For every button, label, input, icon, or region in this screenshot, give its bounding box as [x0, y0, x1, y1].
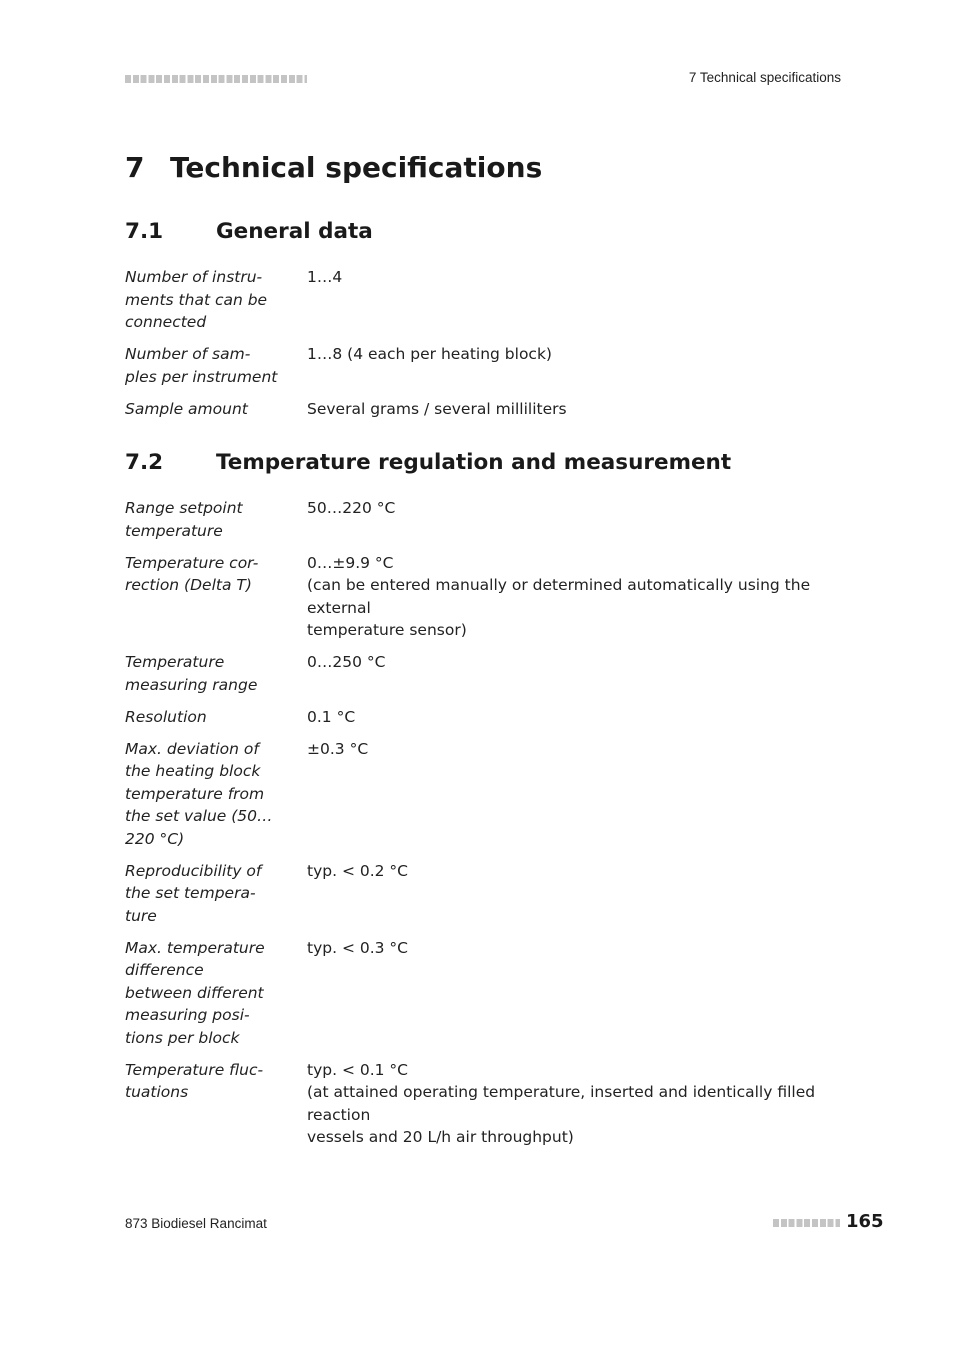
spec-value: 50…220 °C [307, 499, 396, 517]
spec-value: typ. < 0.2 °C [307, 861, 409, 880]
section-number: 7.2 [125, 450, 164, 475]
spec-row [125, 706, 840, 729]
spec-value: Several grams / several milliliters [307, 399, 567, 418]
chapter-number: 7 [125, 151, 145, 184]
section-title: General data [216, 219, 373, 244]
spec-label: Temperature measuring range [125, 653, 258, 694]
spec-row [125, 937, 840, 1050]
spec-label: Reproducibility of the set tempera- ture [125, 861, 262, 925]
spec-value: typ. < 0.1 °C (at attained operating temperature, inserted and identically filled reaction vessels and 20 L/h air throughput) [307, 1060, 816, 1146]
section-heading-general [125, 219, 373, 244]
spec-row [125, 343, 840, 388]
spec-label: Number of instru- ments that can be connected [125, 268, 268, 331]
spec-row [125, 651, 840, 696]
spec-value: typ. < 0.3 °C [307, 938, 409, 957]
chapter-title: Technical specifications [170, 151, 543, 184]
page-number: 165 [846, 1211, 884, 1232]
spec-value: 0…±9.9 °C (can be entered manually or determined automatically using the external temperature sensor) [307, 553, 811, 639]
spec-label: Max. temperature difference between different measuring posi- tions per block [125, 938, 265, 1047]
spec-row [125, 398, 840, 421]
section-heading-temperature [125, 450, 731, 475]
spec-label: Range setpoint temperature [125, 499, 243, 540]
footer-product: 873 Biodiesel Rancimat [125, 1216, 267, 1231]
spec-label: Temperature cor- rection (Delta T) [125, 553, 259, 594]
chapter-heading [125, 151, 542, 184]
footer-decoration [773, 1219, 840, 1227]
spec-row [125, 860, 840, 928]
spec-label: Resolution [125, 707, 207, 726]
spec-label: Max. deviation of the heating block temperature from the set value (50… 220 °C) [125, 739, 273, 848]
spec-table-general [125, 266, 840, 430]
spec-row [125, 552, 840, 642]
header-decoration [125, 75, 307, 83]
spec-value: ±0.3 °C [307, 739, 369, 758]
spec-row [125, 738, 840, 851]
section-title: Temperature regulation and measurement [216, 450, 732, 475]
spec-label: Sample amount [125, 399, 248, 418]
spec-row [125, 497, 840, 542]
spec-label: Temperature fluc- tuations [125, 1060, 264, 1101]
running-title: 7 Technical specifications [688, 70, 841, 85]
spec-value: 0…250 °C [307, 653, 386, 671]
spec-value: 1…8 (4 each per heating block) [307, 345, 552, 363]
spec-row [125, 266, 840, 334]
spec-table-temperature [125, 497, 840, 1158]
spec-row [125, 1059, 840, 1149]
spec-value: 0.1 °C [307, 707, 356, 726]
section-number: 7.1 [125, 219, 164, 244]
spec-label: Number of sam- ples per instrument [125, 345, 278, 386]
spec-value: 1…4 [307, 268, 343, 286]
